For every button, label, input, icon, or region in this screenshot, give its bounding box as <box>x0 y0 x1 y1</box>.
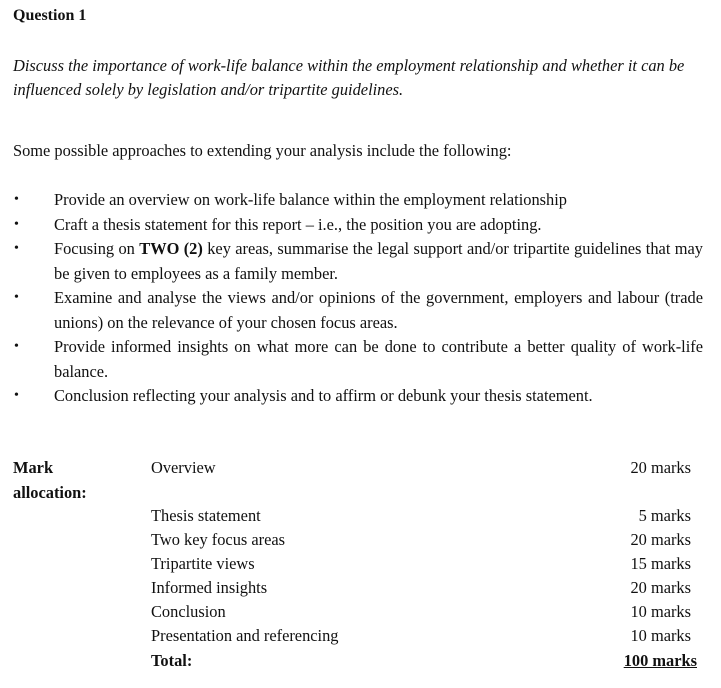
bullet-icon: • <box>14 388 19 403</box>
list-item-text: Provide an overview on work-life balance within the employment relationship <box>54 190 567 209</box>
list-item <box>0 286 721 335</box>
mark-area: Two key focus areas <box>151 530 286 549</box>
mark-area: Tripartite views <box>151 554 255 573</box>
mark-row-conclusion <box>151 600 691 624</box>
total-label: Total: <box>151 651 193 670</box>
mark-row-presentation <box>151 624 691 648</box>
mark-row-tripartite <box>151 552 691 576</box>
list-item <box>0 384 721 409</box>
list-item-text: Provide informed insights on what more can be done to contribute a better quality of work-life balance. <box>54 337 703 381</box>
mark-value: 20 marks <box>630 578 691 597</box>
list-item <box>0 213 721 238</box>
bullet-icon: • <box>14 241 19 256</box>
list-item-text-pre: Focusing on <box>54 239 140 258</box>
bullet-icon: • <box>14 192 19 207</box>
mark-row-total <box>151 649 697 673</box>
list-item-text: Conclusion reflecting your analysis and to affirm or debunk your thesis statement. <box>54 386 593 405</box>
list-item-text: Craft a thesis statement for this report – i.e., the position you are adopting. <box>54 214 542 234</box>
mark-area: Thesis statement <box>151 506 261 525</box>
bullet-icon: • <box>14 290 19 305</box>
list-item <box>0 335 721 384</box>
mark-area: Informed insights <box>151 578 268 597</box>
mark-value: 20 marks <box>630 458 691 477</box>
bullet-icon: • <box>14 339 19 354</box>
mark-value: 15 marks <box>630 554 691 573</box>
intro-text: Some possible approaches to extending your analysis include the following: <box>13 141 512 160</box>
mark-value: 10 marks <box>630 602 691 621</box>
mark-row-thesis <box>151 504 691 528</box>
mark-value: 5 marks <box>638 506 691 525</box>
list-item-emphasis: TWO (2) <box>139 239 203 258</box>
list-item <box>0 188 721 213</box>
list-item <box>0 237 721 286</box>
total-value: 100 marks <box>623 651 697 670</box>
approach-list <box>0 188 721 409</box>
mark-value: 20 marks <box>630 530 691 549</box>
mark-value: 10 marks <box>630 626 691 645</box>
mark-allocation-label <box>13 456 87 505</box>
list-item-text-post: key areas, summarise the legal support and/or tripartite guidelines that may be given to employees as a family member. <box>54 239 703 283</box>
question-prompt: Discuss the importance of work-life balance within the employment relationship and whether it can be influenced solely by legislation and/or tripartite guidelines. <box>13 56 685 99</box>
mark-row-overview <box>151 456 691 480</box>
mark-row-focus-areas <box>151 528 691 552</box>
mark-area: Conclusion <box>151 602 226 621</box>
list-item-text: Examine and analyse the views and/or opinions of the government, employers and labour (trade unions) on the relevance of your chosen focus areas. <box>54 288 703 332</box>
mark-row-insights <box>151 576 691 600</box>
bullet-icon: • <box>14 216 19 232</box>
mark-area: Overview <box>151 458 216 477</box>
mark-label-line2: allocation: <box>13 482 87 502</box>
question-title: Question 1 <box>13 7 87 24</box>
mark-label-line1: Mark <box>13 458 54 477</box>
mark-area: Presentation and referencing <box>151 626 339 645</box>
